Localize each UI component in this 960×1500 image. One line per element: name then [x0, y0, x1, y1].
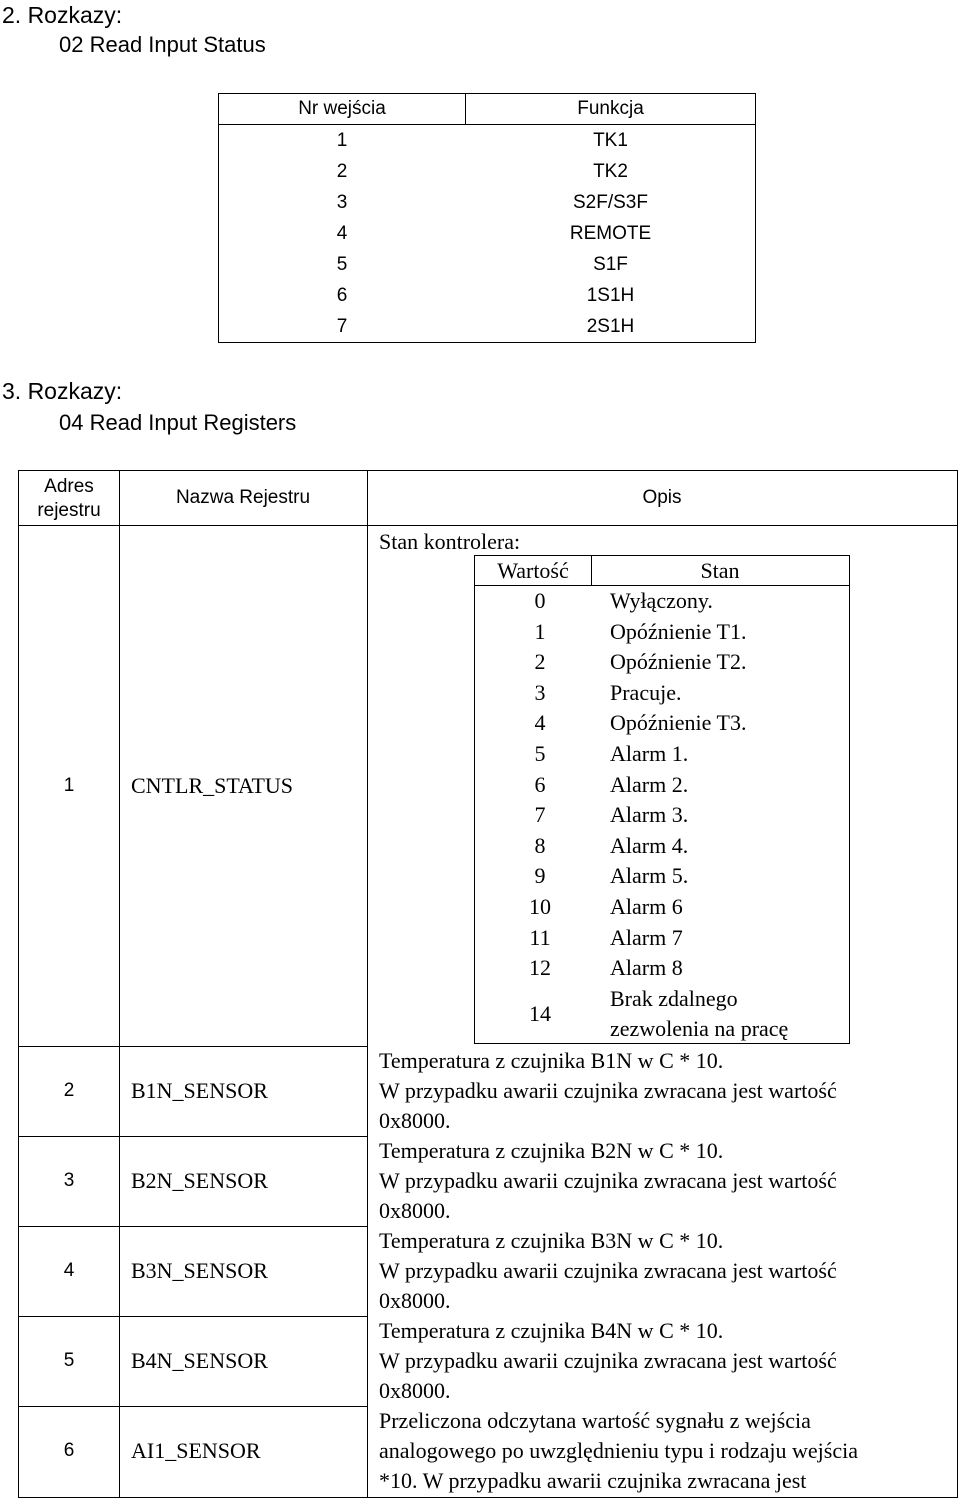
description-line: W przypadku awarii czujnika zwracana jest wartość	[379, 1348, 837, 1373]
state-value: 10	[529, 894, 551, 919]
state-value: 7	[534, 802, 546, 828]
header-divider	[19, 525, 957, 526]
state-value: 12	[529, 955, 551, 981]
state-label: Opóźnienie T3.	[610, 710, 747, 736]
state-value: 1	[534, 618, 546, 644]
column-header-description: Opis	[642, 487, 682, 508]
description-line: W przypadku awarii czujnika zwracana jest wartość	[379, 1258, 837, 1283]
state-value: 5	[534, 741, 546, 766]
state-value: 14	[529, 1001, 551, 1026]
table-row	[475, 953, 849, 984]
table-row	[475, 984, 849, 1044]
input-number: 6	[336, 285, 348, 306]
register-address: 3	[63, 1170, 75, 1191]
column-header-input-number: Nr wejścia	[298, 98, 386, 119]
table-row	[219, 280, 755, 311]
description-line: Temperatura z czujnika B2N w C * 10.	[379, 1138, 724, 1163]
table-row	[219, 311, 755, 342]
description-line: Temperatura z czujnika B4N w C * 10.	[379, 1318, 724, 1343]
description-line: Przeliczona odczytana wartość sygnału z wejścia	[379, 1408, 811, 1433]
column-header-state: Stan	[700, 558, 740, 583]
status-intro: Stan kontrolera:	[379, 529, 521, 554]
state-value: 11	[529, 924, 551, 950]
state-value: 8	[534, 832, 546, 858]
state-value: 3	[534, 679, 546, 705]
table-row	[219, 125, 755, 156]
register-description	[379, 1136, 954, 1226]
state-label: Opóźnienie T2.	[610, 649, 747, 675]
function-name: TK1	[593, 130, 628, 151]
input-number: 1	[336, 130, 348, 151]
row-divider	[19, 1316, 368, 1317]
state-label: Alarm 7	[610, 924, 683, 950]
row-divider	[19, 1046, 368, 1047]
function-name: 2S1H	[586, 316, 635, 337]
function-name: S1F	[593, 254, 628, 275]
header-line: rejestru	[37, 500, 101, 521]
input-status-table	[218, 93, 756, 343]
table-row	[475, 739, 849, 770]
section-2-subheading: 02 Read Input Status	[59, 32, 266, 57]
table-row	[475, 678, 849, 709]
input-number: 5	[336, 254, 348, 275]
table-row	[475, 892, 849, 923]
column-header-function: Funkcja	[465, 94, 755, 124]
state-label: Wyłączony.	[610, 588, 713, 613]
table-row	[475, 647, 849, 678]
description-line: 0x8000.	[379, 1108, 451, 1133]
description-line: analogowego po uwzględnieniu typu i rodzaju wejścia	[379, 1438, 858, 1463]
register-description	[379, 1046, 954, 1136]
state-value: 4	[534, 710, 546, 736]
input-number: 2	[336, 161, 348, 182]
function-name: TK2	[593, 161, 628, 182]
header-line: Adres	[44, 476, 94, 497]
state-value: 2	[534, 649, 546, 675]
state-label: Alarm 8	[610, 955, 683, 981]
table-row	[475, 586, 849, 617]
state-label: Alarm 4.	[610, 832, 689, 858]
register-address: 2	[63, 1080, 75, 1101]
register-description	[379, 1406, 954, 1496]
state-label: Alarm 3.	[610, 802, 689, 828]
input-number: 7	[336, 316, 348, 337]
row-divider	[19, 1226, 368, 1227]
row-divider	[19, 1136, 368, 1137]
register-description	[379, 1226, 954, 1316]
table-row	[219, 156, 755, 187]
table-row	[219, 249, 755, 280]
table-row	[219, 218, 755, 249]
state-label: Alarm 2.	[610, 771, 689, 797]
register-address: 5	[63, 1350, 75, 1371]
state-label: Alarm 1.	[610, 741, 689, 766]
controller-state-table	[474, 555, 850, 1044]
state-label: Opóźnienie T1.	[610, 618, 747, 644]
register-description	[379, 1316, 954, 1406]
function-name: 1S1H	[586, 285, 635, 306]
state-label: zezwolenia na pracę	[610, 1016, 789, 1041]
description-line: 0x8000.	[379, 1198, 451, 1223]
description-line: 0x8000.	[379, 1288, 451, 1313]
description-line: Temperatura z czujnika B1N w C * 10.	[379, 1048, 724, 1073]
input-registers-table	[18, 470, 958, 1498]
description-line: *10. W przypadku awarii czujnika zwracana jest	[379, 1468, 807, 1493]
table-row	[475, 923, 849, 954]
state-label: Pracuje.	[610, 679, 682, 705]
state-value: 9	[534, 863, 546, 889]
register-name: CNTLR_STATUS	[131, 773, 294, 798]
row-divider	[19, 1406, 368, 1407]
function-name: REMOTE	[569, 223, 652, 244]
register-name: B2N_SENSOR	[131, 1168, 268, 1193]
table-row	[475, 617, 849, 648]
table-row	[475, 800, 849, 831]
table-header	[219, 94, 755, 125]
table-row	[475, 831, 849, 862]
state-label: Alarm 5.	[610, 863, 689, 889]
description-line: W przypadku awarii czujnika zwracana jest wartość	[379, 1078, 837, 1103]
table-row	[475, 770, 849, 801]
column-header-address	[19, 475, 119, 523]
register-name: B4N_SENSOR	[131, 1348, 268, 1373]
description-line: 0x8000.	[379, 1378, 451, 1403]
state-label: Alarm 6	[610, 894, 683, 919]
description-line: Temperatura z czujnika B3N w C * 10.	[379, 1228, 724, 1253]
section-2-heading: 2. Rozkazy:	[2, 2, 123, 28]
function-name: S2F/S3F	[573, 192, 648, 213]
input-number: 3	[336, 192, 348, 213]
description-line: W przypadku awarii czujnika zwracana jest wartość	[379, 1168, 837, 1193]
register-address: 1	[63, 775, 75, 796]
table-row	[219, 187, 755, 218]
state-value: 0	[534, 588, 546, 613]
column-header-value: Wartość	[497, 558, 569, 583]
table-row	[475, 861, 849, 892]
register-name: B3N_SENSOR	[131, 1258, 268, 1283]
column-header-register-name: Nazwa Rejestru	[175, 487, 311, 508]
register-address: 6	[63, 1440, 75, 1461]
section-3-heading: 3. Rozkazy:	[2, 378, 123, 404]
state-label: Brak zdalnego	[610, 986, 738, 1011]
register-name: B1N_SENSOR	[131, 1078, 268, 1103]
register-name: AI1_SENSOR	[131, 1438, 261, 1463]
register-address: 4	[63, 1260, 75, 1281]
column-divider	[119, 471, 120, 1497]
input-number: 4	[336, 223, 348, 244]
table-row	[475, 708, 849, 739]
state-value: 6	[534, 771, 546, 797]
section-3-subheading: 04 Read Input Registers	[59, 410, 297, 435]
column-divider	[367, 471, 368, 1497]
